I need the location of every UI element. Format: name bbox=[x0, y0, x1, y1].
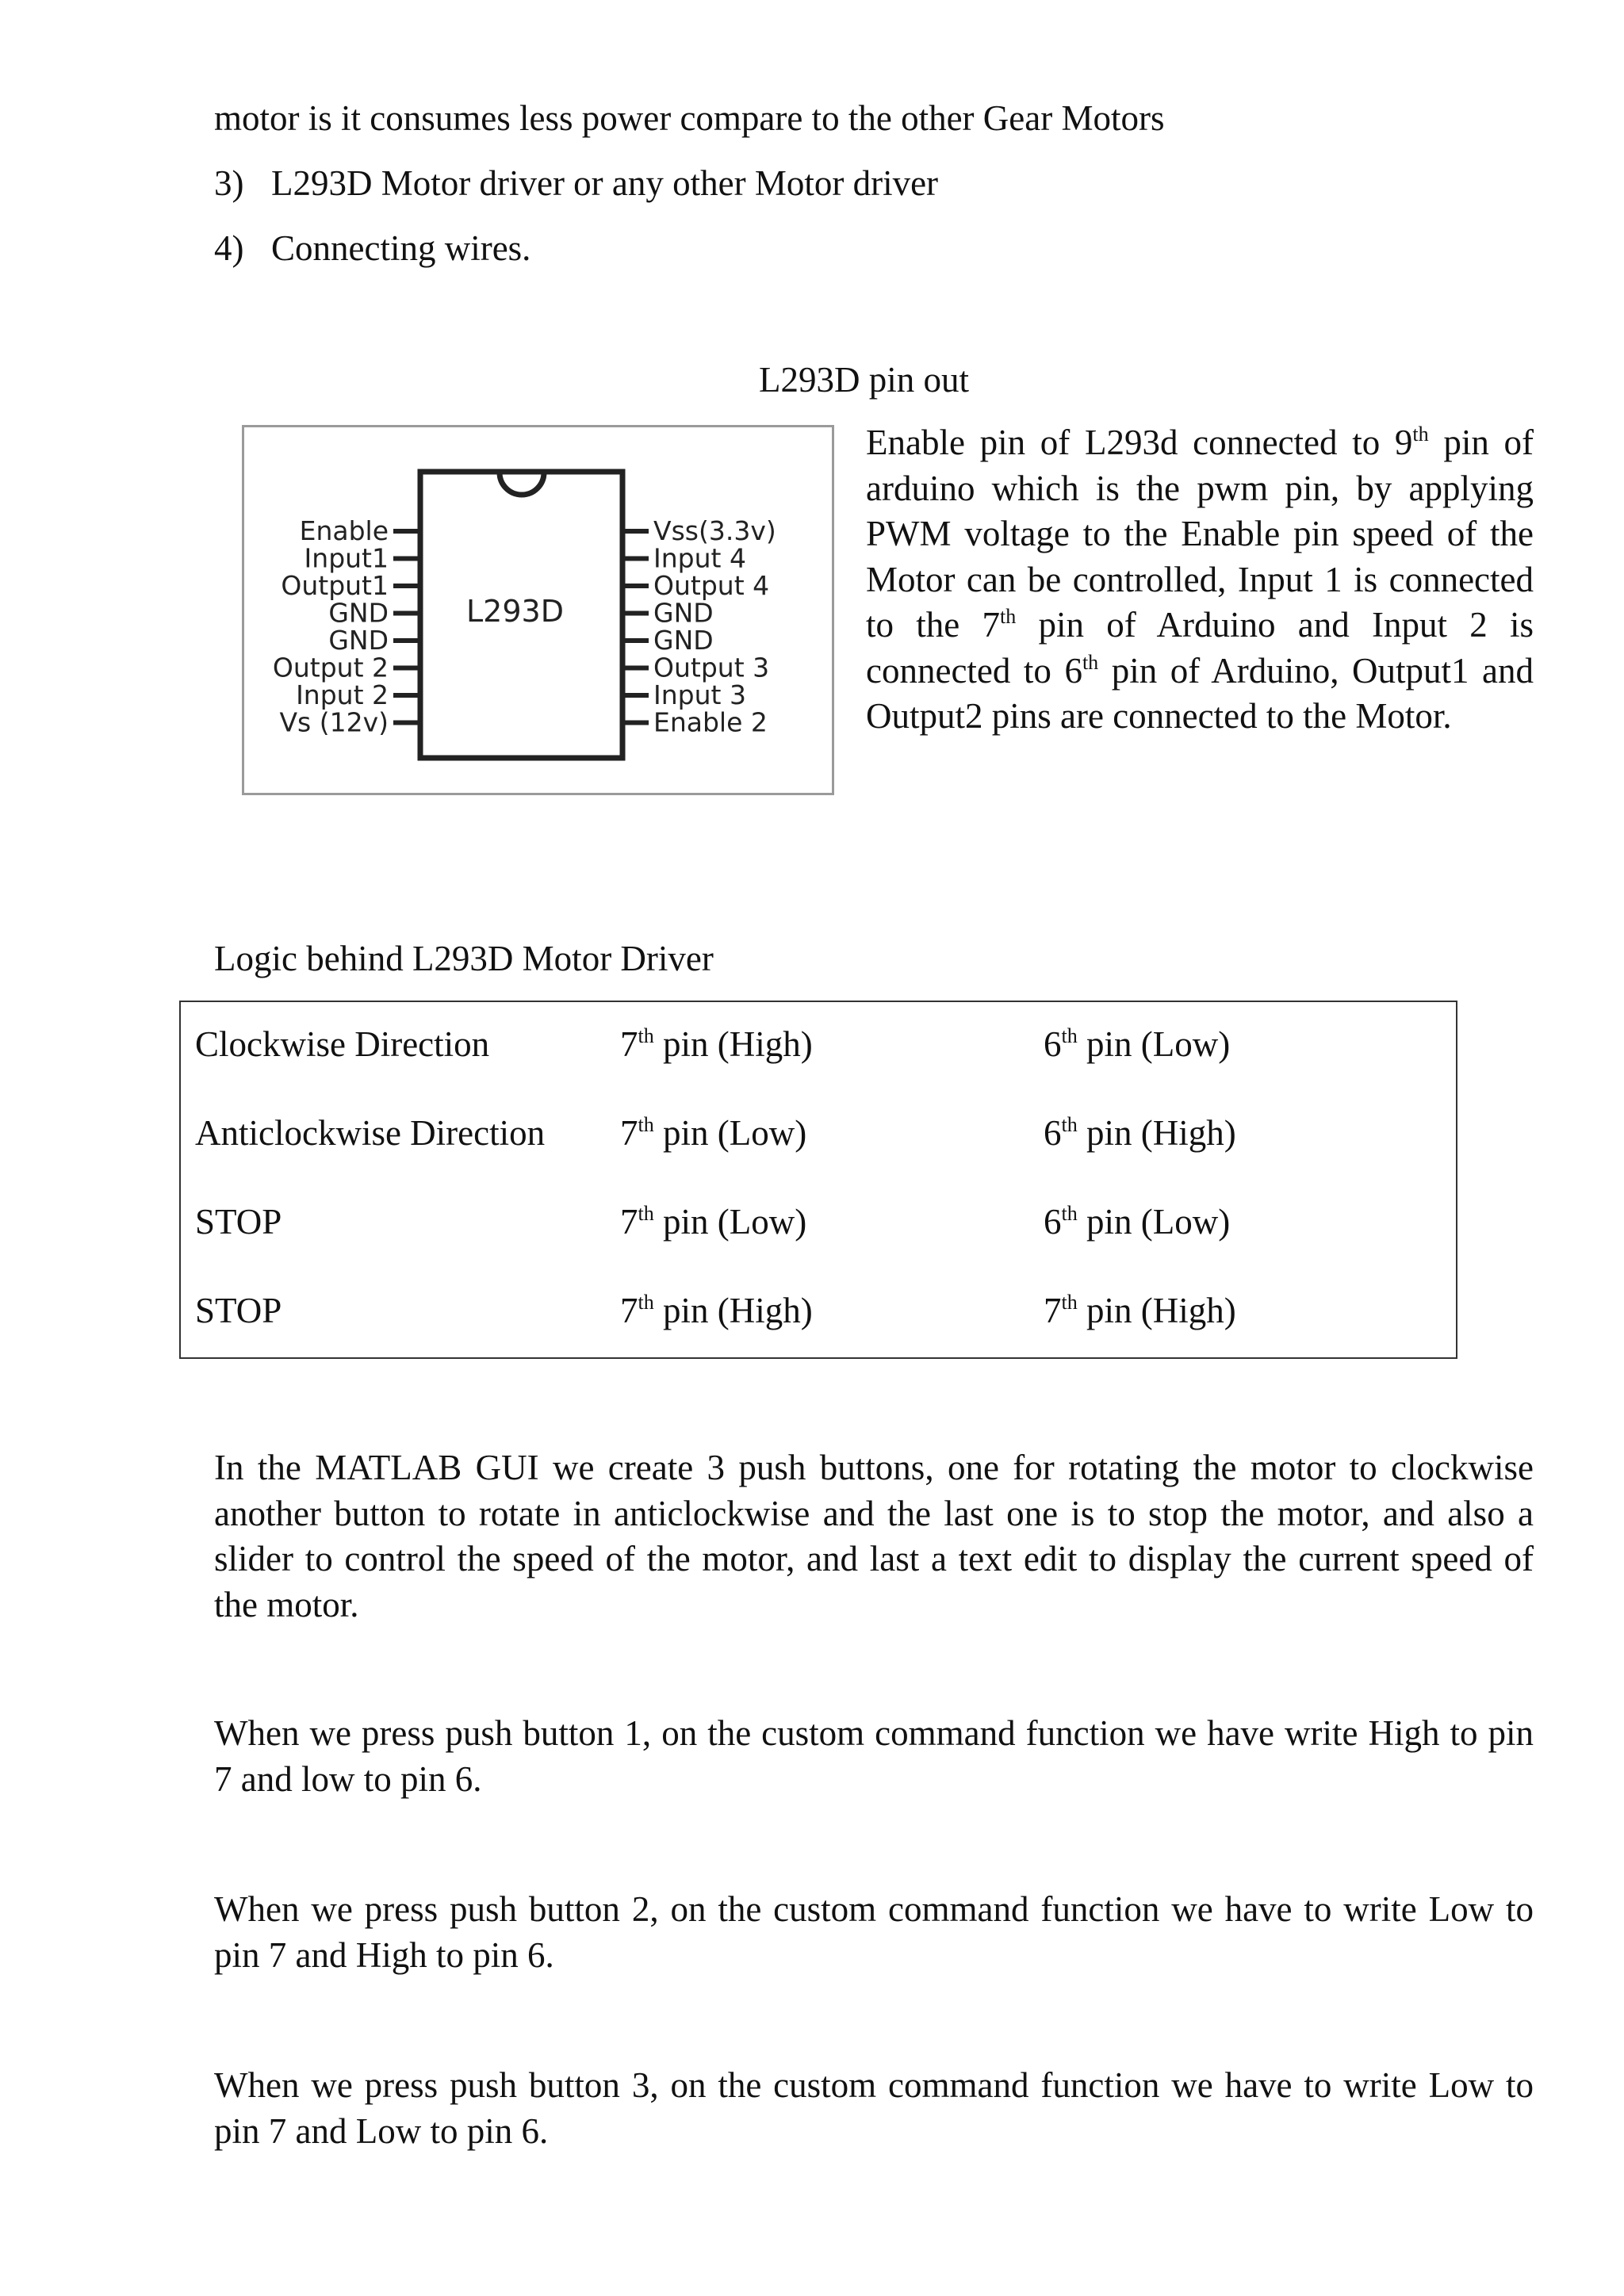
chip-label: L293D bbox=[466, 594, 564, 629]
paragraph-gui: In the MATLAB GUI we create 3 push buttons, one for rotating the motor to clockwise another button to rotate in anticlockwise and the last one is to stop the motor, and also a slider to control the speed of the motor, and last a text edit to display the current speed of the motor. bbox=[214, 1448, 1534, 1624]
logic-table bbox=[179, 1001, 1457, 1359]
ordinal-suffix: th bbox=[1061, 1291, 1078, 1314]
right-pin-label: Vss(3.3v) bbox=[653, 515, 776, 546]
right-pin-label: Input 3 bbox=[653, 679, 746, 710]
left-pin-label: Output1 bbox=[281, 570, 389, 601]
pinout-description: Enable pin of L293d connected to 9th pin of arduino which is the pwm pin, by applying PWM voltage to the Enable pin speed of the Motor can be controlled, Input 1 is connected to the 7th pin of Arduino and Input 2 is connected to 6th pin of Arduino, Output1 and Output2 pins are connected to the Motor. bbox=[866, 423, 1534, 736]
ordinal-suffix: th bbox=[638, 1024, 654, 1047]
list-item bbox=[214, 225, 530, 271]
table-cell-pin-b: 6th pin (Low) bbox=[1044, 1202, 1231, 1242]
ordinal-suffix: th bbox=[638, 1113, 654, 1136]
table-cell-pin-a: 7th pin (Low) bbox=[620, 1113, 807, 1153]
table-cell-direction: Clockwise Direction bbox=[195, 1024, 490, 1064]
table-cell-pin-b: 6th pin (Low) bbox=[1044, 1024, 1231, 1064]
chip-notch bbox=[500, 473, 544, 495]
left-pin-label: Enable bbox=[299, 515, 389, 546]
ordinal-suffix: th bbox=[638, 1291, 654, 1314]
ordinal-suffix: th bbox=[1082, 650, 1099, 674]
ordinal-suffix: th bbox=[1000, 605, 1017, 628]
left-pin-label: GND bbox=[328, 597, 389, 629]
right-pin-group bbox=[622, 515, 776, 738]
ordinal-suffix: th bbox=[1412, 423, 1429, 446]
table-cell-direction: STOP bbox=[195, 1291, 282, 1330]
left-pin-label: GND bbox=[328, 625, 389, 656]
right-pin-label: GND bbox=[653, 625, 714, 656]
right-pin-label: Output 4 bbox=[653, 570, 770, 601]
list-item-number: 3) bbox=[214, 163, 244, 203]
list-item bbox=[214, 160, 938, 206]
ordinal-suffix: th bbox=[1061, 1024, 1078, 1047]
list-item-number: 4) bbox=[214, 228, 244, 268]
paragraph-button-3: When we press push button 3, on the custom command function we have to write Low to pin 7 and Low to pin 6. bbox=[214, 2065, 1534, 2151]
left-pin-label: Input1 bbox=[304, 542, 389, 574]
intro-line: motor is it consumes less power compare to the other Gear Motors bbox=[214, 98, 1165, 138]
paragraph-button-1: When we press push button 1, on the custom command function we have write High to pin 7 and low to pin 6. bbox=[214, 1713, 1534, 1799]
list-item-text: Connecting wires. bbox=[271, 228, 531, 268]
table-cell-pin-a: 7th pin (Low) bbox=[620, 1202, 807, 1242]
list-item-text: L293D Motor driver or any other Motor driver bbox=[271, 163, 939, 203]
table-cell-pin-b: 7th pin (High) bbox=[1044, 1291, 1236, 1330]
right-pin-label: GND bbox=[653, 597, 714, 629]
left-pin-label: Vs (12v) bbox=[279, 706, 389, 738]
l293d-pinout-diagram bbox=[242, 425, 834, 795]
table-cell-direction: STOP bbox=[195, 1202, 282, 1242]
figure-caption: L293D pin out bbox=[759, 360, 969, 400]
table-cell-direction: Anticlockwise Direction bbox=[195, 1113, 546, 1153]
left-pin-group bbox=[273, 515, 420, 738]
right-pin-label: Enable 2 bbox=[653, 706, 768, 738]
pinout-svg bbox=[244, 427, 832, 793]
table-cell-pin-a: 7th pin (High) bbox=[620, 1291, 813, 1330]
left-pin-label: Input 2 bbox=[296, 679, 389, 710]
ordinal-suffix: th bbox=[638, 1202, 654, 1225]
right-pin-label: Output 3 bbox=[653, 652, 770, 683]
paragraph-button-2: When we press push button 2, on the custom command function we have to write Low to pin 7 and High to pin 6. bbox=[214, 1889, 1534, 1975]
ordinal-suffix: th bbox=[1061, 1113, 1078, 1136]
left-pin-label: Output 2 bbox=[272, 652, 389, 683]
right-pin-label: Input 4 bbox=[653, 542, 746, 574]
table-cell-pin-a: 7th pin (High) bbox=[620, 1024, 813, 1064]
ordinal-suffix: th bbox=[1061, 1202, 1078, 1225]
table-cell-pin-b: 6th pin (High) bbox=[1044, 1113, 1236, 1153]
logic-heading: Logic behind L293D Motor Driver bbox=[214, 939, 714, 978]
